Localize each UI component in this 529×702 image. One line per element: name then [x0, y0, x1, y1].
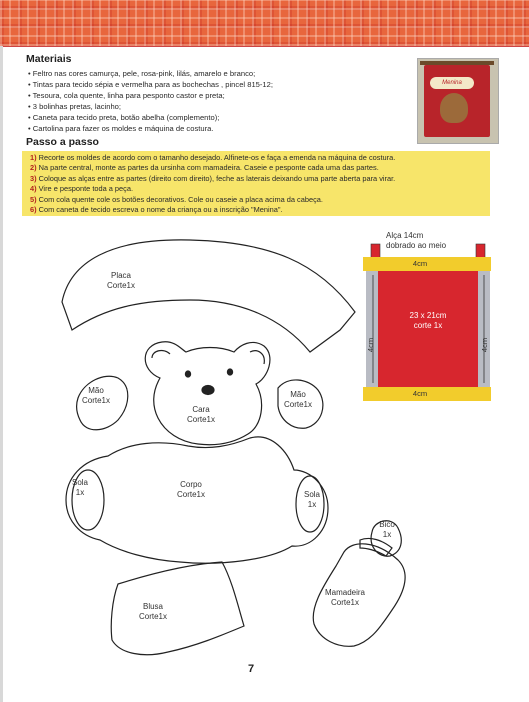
material-item: • Feltro nas cores camurça, pele, rosa-pink, lilás, amarelo e branco;	[28, 68, 328, 79]
side-left	[366, 271, 378, 387]
material-item: • Cartolina para fazer os moldes e máquina de costura.	[28, 123, 328, 134]
side-left-label: 4cm	[366, 337, 375, 353]
label-sola-left: Sola 1x	[71, 478, 88, 497]
steps-heading: Passo a passo	[26, 136, 99, 148]
page-number: 7	[248, 663, 255, 675]
step-item: 1) Recorte os moldes de acordo com o tamanho desejado. Alfinete-os e faça a emenda na máquina de costura.	[30, 153, 396, 162]
corpo-shape	[66, 437, 328, 563]
label-mao-left: Mão Corte1x	[81, 386, 110, 405]
label-blusa: Blusa Corte1x	[138, 602, 167, 621]
step-item: 6) Com caneta de tecido escreva o nome da criança ou a inscrição "Menina".	[30, 205, 283, 215]
label-sola-right: Sola 1x	[303, 490, 320, 509]
label-cara: Cara Corte1x	[186, 405, 215, 424]
material-item: • Caneta para tecido preta, botão abelha (complemento);	[28, 112, 328, 123]
ear-inner-right	[250, 351, 264, 364]
band-bottom-label: 4cm	[412, 389, 428, 398]
handle-label: Alça 14cm dobrado ao meio	[386, 231, 447, 250]
eye-right	[227, 369, 232, 375]
band-top-label: 4cm	[412, 259, 428, 268]
label-corpo: Corpo Corte1x	[176, 480, 205, 499]
fabric-center-label: 23 x 21cm corte 1x	[409, 311, 447, 330]
materials-heading: Materiais	[26, 53, 72, 65]
step-item: 4) Vire e pesponte toda a peça.	[30, 184, 134, 194]
material-item: • Tesoura, cola quente, linha para pesponto castor e preta;	[28, 90, 328, 101]
nose	[202, 386, 214, 395]
label-mao-right: Mão Corte1x	[283, 390, 312, 409]
side-right-label: 4cm	[480, 337, 489, 353]
step-item: 2) Na parte central, monte as partes da ursinha com mamadeira. Caseie e pesponte cada uma das partes.	[30, 163, 379, 173]
placa-shape	[62, 240, 355, 352]
step-item: 3) Coloque as alças entre as partes (direito com direito), feche as laterais deixando uma parte aberta para virar.	[30, 173, 396, 183]
label-placa: Placa Corte1x	[106, 271, 135, 290]
label-mamadeira: Mamadeira Corte1x	[324, 588, 365, 607]
bico-base	[360, 538, 392, 556]
material-item: • 3 bolinhas pretas, lacinho;	[28, 101, 328, 112]
label-bico: Bico 1x	[379, 520, 395, 539]
photo-plate: Menina	[430, 77, 474, 89]
eye-left	[185, 371, 190, 377]
material-item: • Tintas para tecido sépia e vermelha para as bochechas , pincel 815-12;	[28, 79, 328, 90]
step-item: 5) Com cola quente cole os botões decorativos. Cole ou caseie a placa acima da cabeça.	[30, 194, 323, 204]
ear-inner-left	[152, 351, 170, 358]
